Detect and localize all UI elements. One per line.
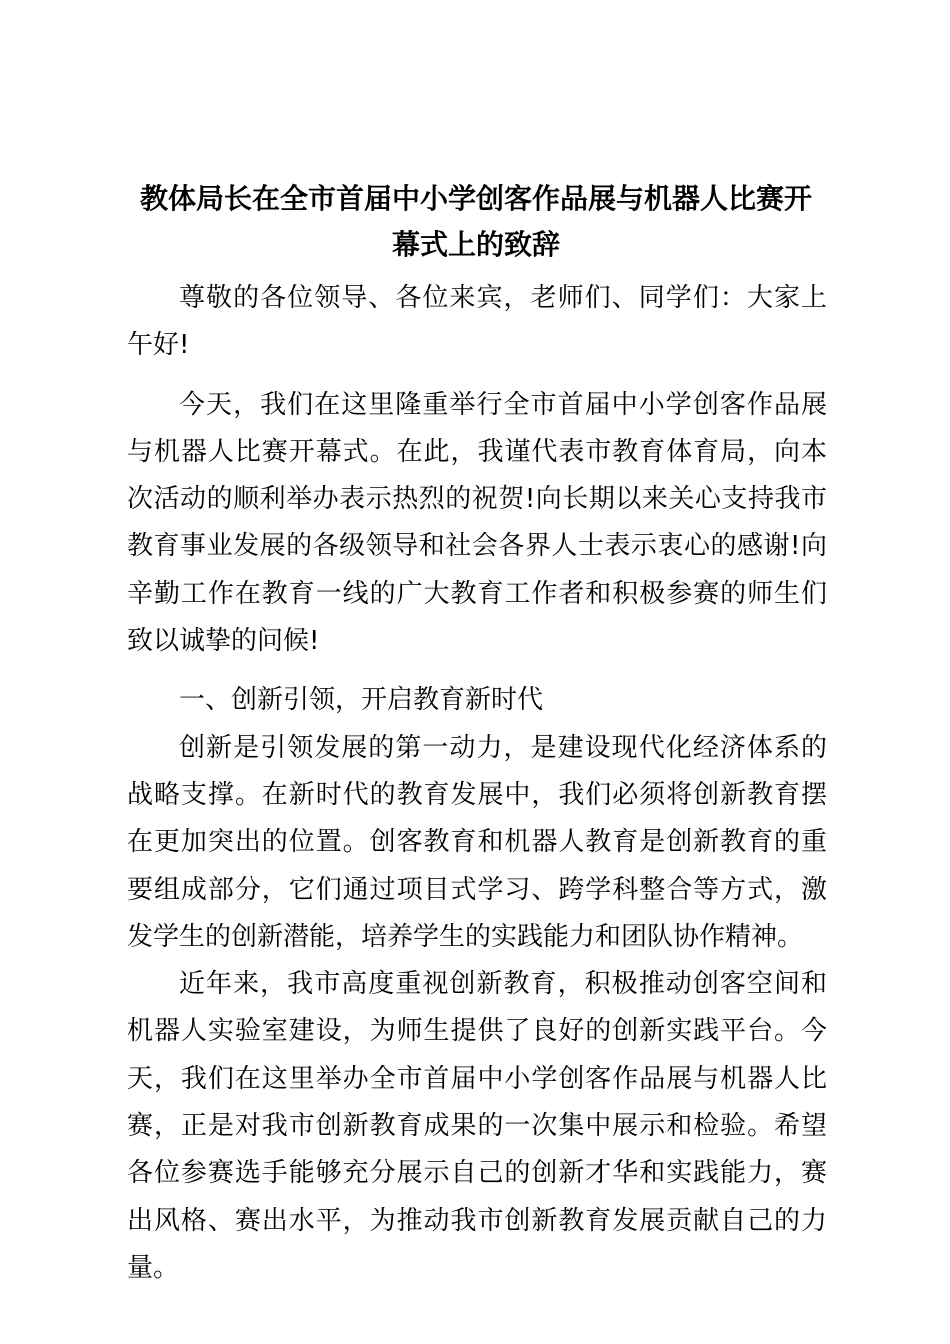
section-heading: 一、创新引领，开启教育新时代 (179, 685, 544, 716)
section-paragraph-2: 近年来，我市高度重视创新教育，积极推动创客空间和机器人实验室建设，为师生提供了良好的创新实践平台。今天，我们在这里举办全市首届中小学创客作品展与机器人比赛，正是对我市创新教育成果的一次集中展示和检验。希望各位参赛选手能够充分展示自己的创新才华和实践能力，赛出风格、赛出水平，为推动我市创新教育发展贡献自己的力量。 (127, 969, 827, 1283)
opening-paragraph: 今天，我们在这里隆重举行全市首届中小学创客作品展与机器人比赛开幕式。在此，我谨代表市教育体育局，向本次活动的顺利举办表示热烈的祝贺!向长期以来关心支持我市教育事业发展的各级领导和社会各界人士表示衷心的感谢!向辛勤工作在教育一线的广大教育工作者和积极参赛的师生们致以诚挚的问候! (127, 389, 827, 657)
greeting-paragraph: 尊敬的各位领导、各位来宾，老师们、同学们：大家上午好! (127, 283, 827, 361)
document-title-line-1: 教体局长在全市首届中小学创客作品展与机器人比赛开 (139, 182, 812, 215)
document-title-line-2: 幕式上的致辞 (391, 228, 560, 261)
document-body (127, 275, 827, 1292)
section-paragraph-1: 创新是引领发展的第一动力，是建设现代化经济体系的战略支撑。在新时代的教育发展中，我们必须将创新教育摆在更加突出的位置。创客教育和机器人教育是创新教育的重要组成部分，它们通过项目式学习、跨学科整合等方式，激发学生的创新潜能，培养学生的实践能力和团队协作精神。 (127, 732, 827, 952)
